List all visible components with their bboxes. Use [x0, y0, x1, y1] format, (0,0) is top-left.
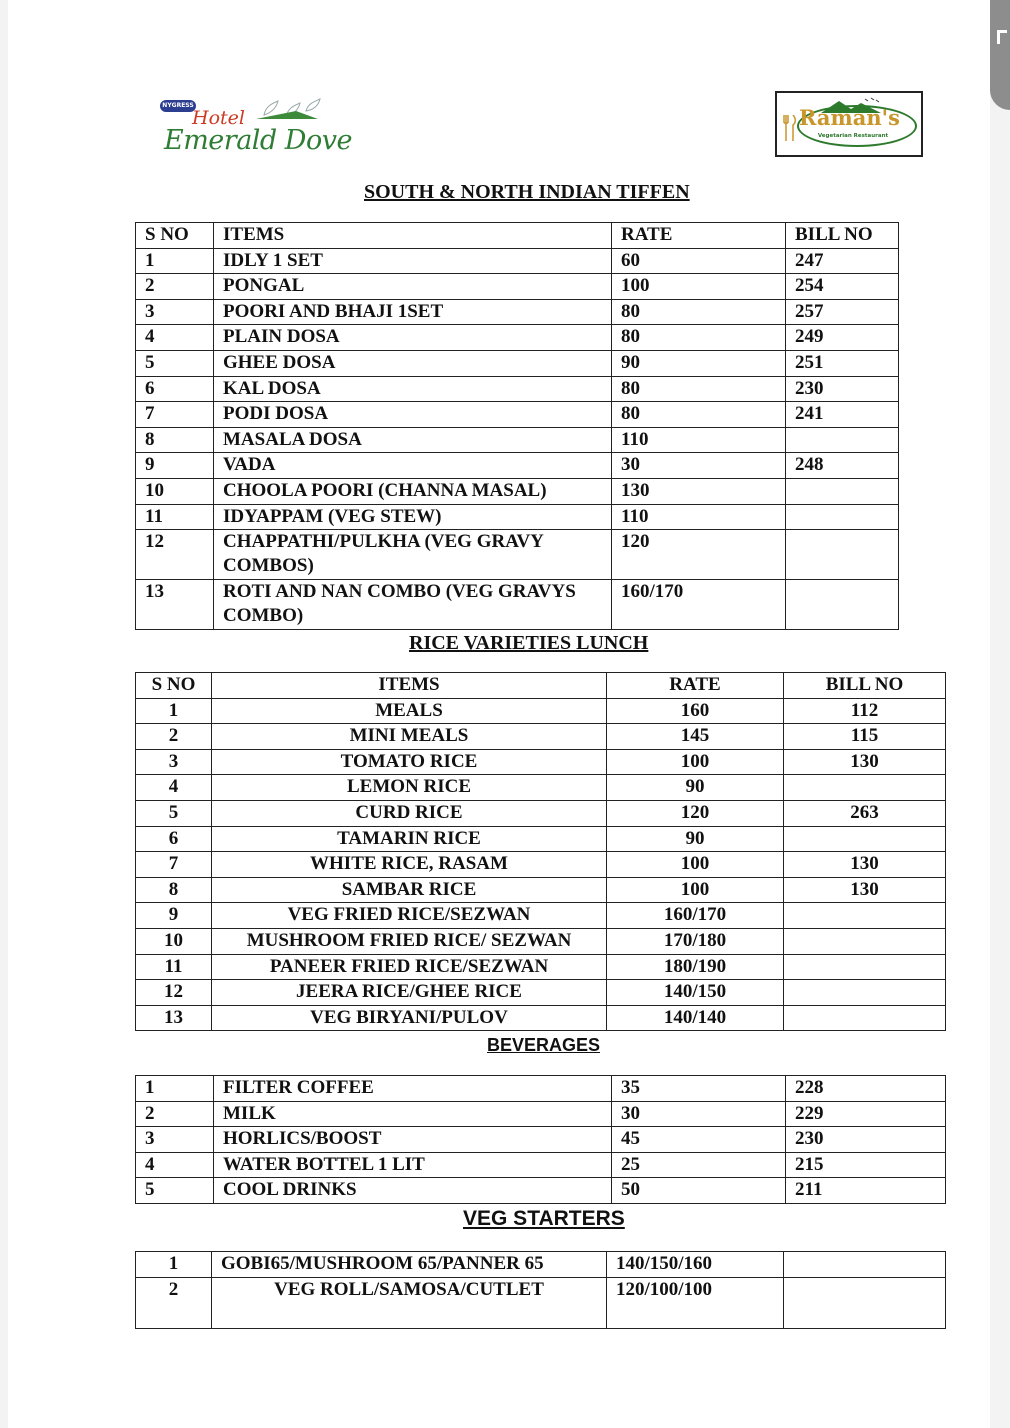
table-cell: PLAIN DOSA — [214, 325, 612, 351]
table-cell: 263 — [784, 800, 946, 826]
table-cell: 1 — [136, 1252, 212, 1278]
table-cell: 2 — [136, 724, 212, 750]
table-cell: VADA — [214, 453, 612, 479]
table-cell — [786, 504, 899, 530]
table-row — [136, 775, 946, 801]
table-cell: 5 — [136, 1178, 214, 1204]
table-cell: ITEMS — [212, 673, 607, 699]
table-row — [136, 980, 946, 1006]
table-cell: 145 — [607, 724, 784, 750]
table-cell: VEG ROLL/SAMOSA/CUTLET — [212, 1277, 607, 1328]
table-cell: 241 — [786, 402, 899, 428]
table-cell: 80 — [612, 376, 786, 402]
table-cell: RATE — [607, 673, 784, 699]
beverages-table — [135, 1075, 946, 1204]
table-cell — [784, 903, 946, 929]
table-cell: 2 — [136, 1101, 214, 1127]
table-cell: 100 — [612, 274, 786, 300]
table-cell: 130 — [784, 852, 946, 878]
table-cell: 10 — [136, 478, 214, 504]
table-cell: 7 — [136, 852, 212, 878]
brand-badge: NYGRESS — [160, 100, 196, 112]
table-row — [136, 376, 899, 402]
table-row — [136, 800, 946, 826]
table-cell: 25 — [612, 1152, 786, 1178]
table-cell: 60 — [612, 248, 786, 274]
table-cell: 160/170 — [607, 903, 784, 929]
table-cell: PODI DOSA — [214, 402, 612, 428]
table-cell: 140/150 — [607, 980, 784, 1006]
table-cell: 112 — [784, 698, 946, 724]
table-cell: 35 — [612, 1076, 786, 1102]
brand-hotel-text: Hotel — [192, 107, 245, 129]
table-cell: 3 — [136, 299, 214, 325]
ramans-subtitle: Vegetarian Restaurant — [817, 133, 889, 139]
table-row — [136, 826, 946, 852]
brand-name-text: Emerald Dove — [164, 125, 352, 156]
table-cell: 229 — [786, 1101, 946, 1127]
table-cell: 140/150/160 — [607, 1252, 784, 1278]
table-cell: 180/190 — [607, 954, 784, 980]
rice-table — [135, 672, 946, 1031]
table-cell: 100 — [607, 877, 784, 903]
table-cell: 170/180 — [607, 928, 784, 954]
table-cell: 7 — [136, 402, 214, 428]
table-row — [136, 852, 946, 878]
table-cell — [784, 1252, 946, 1278]
table-row — [136, 1277, 946, 1328]
table-cell: KAL DOSA — [214, 376, 612, 402]
table-cell — [784, 954, 946, 980]
menu-page — [8, 0, 990, 1428]
table-cell: 230 — [786, 376, 899, 402]
table-cell: MASALA DOSA — [214, 427, 612, 453]
table-cell: 4 — [136, 775, 212, 801]
table-cell: CHOOLA POORI (CHANNA MASAL) — [214, 478, 612, 504]
table-cell: 4 — [136, 1152, 214, 1178]
table-cell: 90 — [607, 826, 784, 852]
header-row — [136, 673, 946, 699]
table-cell — [786, 427, 899, 453]
table-cell: 1 — [136, 1076, 214, 1102]
table-row — [136, 402, 899, 428]
table-cell: LEMON RICE — [212, 775, 607, 801]
table-cell — [784, 980, 946, 1006]
table-cell: WATER BOTTEL 1 LIT — [214, 1152, 612, 1178]
table-cell: 3 — [136, 749, 212, 775]
table-cell: 110 — [612, 504, 786, 530]
table-cell: VEG BIRYANI/PULOV — [212, 1005, 607, 1031]
table-cell: 11 — [136, 954, 212, 980]
table-cell: 10 — [136, 928, 212, 954]
table-cell: 120 — [612, 530, 786, 580]
table-cell: COOL DRINKS — [214, 1178, 612, 1204]
table-cell: 4 — [136, 325, 214, 351]
beverages-heading: BEVERAGES — [487, 1035, 601, 1055]
table-cell: 257 — [786, 299, 899, 325]
table-cell: 2 — [136, 1277, 212, 1328]
table-cell: 247 — [786, 248, 899, 274]
table-row — [136, 427, 899, 453]
table-cell: 90 — [607, 775, 784, 801]
table-row — [136, 478, 899, 504]
table-row — [136, 698, 946, 724]
table-cell: IDLY 1 SET — [214, 248, 612, 274]
table-cell: SAMBAR RICE — [212, 877, 607, 903]
table-row — [136, 1178, 946, 1204]
table-row — [136, 453, 899, 479]
table-cell: ITEMS — [214, 223, 612, 249]
table-cell: BILL NO — [786, 223, 899, 249]
table-row — [136, 749, 946, 775]
table-cell: 9 — [136, 453, 214, 479]
table-cell: 8 — [136, 877, 212, 903]
table-cell: 1 — [136, 698, 212, 724]
table-cell: 6 — [136, 826, 212, 852]
table-row — [136, 877, 946, 903]
table-cell — [784, 928, 946, 954]
table-cell: 5 — [136, 350, 214, 376]
table-cell: JEERA RICE/GHEE RICE — [212, 980, 607, 1006]
table-cell: 45 — [612, 1127, 786, 1153]
table-cell: MEALS — [212, 698, 607, 724]
table-cell: POORI AND BHAJI 1SET — [214, 299, 612, 325]
table-cell: ROTI AND NAN COMBO (VEG GRAVYS COMBO) — [214, 580, 612, 630]
table-cell: PANEER FRIED RICE/SEZWAN — [212, 954, 607, 980]
table-cell: HORLICS/BOOST — [214, 1127, 612, 1153]
table-cell: 160 — [607, 698, 784, 724]
table-cell: 9 — [136, 903, 212, 929]
table-row — [136, 580, 899, 630]
table-cell: 13 — [136, 580, 214, 630]
table-row — [136, 1127, 946, 1153]
table-cell: MINI MEALS — [212, 724, 607, 750]
table-cell: GOBI65/MUSHROOM 65/PANNER 65 — [212, 1252, 607, 1278]
table-cell: 254 — [786, 274, 899, 300]
table-row — [136, 724, 946, 750]
table-cell: VEG FRIED RICE/SEZWAN — [212, 903, 607, 929]
table-row — [136, 1076, 946, 1102]
table-cell: WHITE RICE, RASAM — [212, 852, 607, 878]
hotel-emerald-dove-logo — [158, 95, 358, 165]
table-cell: S NO — [136, 673, 212, 699]
table-cell: PONGAL — [214, 274, 612, 300]
table-cell: FILTER COFFEE — [214, 1076, 612, 1102]
table-row — [136, 248, 899, 274]
table-cell: 3 — [136, 1127, 214, 1153]
table-cell: 11 — [136, 504, 214, 530]
table-cell: 115 — [784, 724, 946, 750]
table-cell: 110 — [612, 427, 786, 453]
header-row — [136, 223, 899, 249]
starters-table — [135, 1251, 946, 1329]
table-cell: 1 — [136, 248, 214, 274]
table-cell: 230 — [786, 1127, 946, 1153]
table-cell: 2 — [136, 274, 214, 300]
table-cell: 100 — [607, 749, 784, 775]
table-cell: GHEE DOSA — [214, 350, 612, 376]
table-cell: BILL NO — [784, 673, 946, 699]
tiffen-heading: SOUTH & NORTH INDIAN TIFFEN — [364, 181, 690, 203]
table-cell: 248 — [786, 453, 899, 479]
table-cell: 50 — [612, 1178, 786, 1204]
table-cell: 211 — [786, 1178, 946, 1204]
table-cell: IDYAPPAM (VEG STEW) — [214, 504, 612, 530]
ramans-name: Raman's — [799, 105, 900, 130]
table-cell: 5 — [136, 800, 212, 826]
table-cell: 251 — [786, 350, 899, 376]
table-row — [136, 1101, 946, 1127]
leaves-icon — [256, 97, 326, 119]
table-cell: 130 — [612, 478, 786, 504]
tiffen-table — [135, 222, 899, 630]
table-cell: 12 — [136, 530, 214, 580]
table-cell — [786, 530, 899, 580]
table-cell: S NO — [136, 223, 214, 249]
table-cell: 80 — [612, 402, 786, 428]
ramans-logo — [775, 91, 923, 157]
table-row — [136, 325, 899, 351]
table-row — [136, 530, 899, 580]
table-cell: 120/100/100 — [607, 1277, 784, 1328]
starters-heading: VEG STARTERS — [463, 1207, 625, 1230]
table-row — [136, 274, 899, 300]
fork-spoon-icon — [783, 115, 797, 141]
table-cell: MUSHROOM FRIED RICE/ SEZWAN — [212, 928, 607, 954]
table-cell: 130 — [784, 749, 946, 775]
table-row — [136, 903, 946, 929]
table-row — [136, 504, 899, 530]
table-row — [136, 954, 946, 980]
table-cell: 140/140 — [607, 1005, 784, 1031]
table-cell — [786, 478, 899, 504]
table-cell: MILK — [214, 1101, 612, 1127]
table-cell: 90 — [612, 350, 786, 376]
table-cell: 6 — [136, 376, 214, 402]
table-cell: 12 — [136, 980, 212, 1006]
table-cell: 160/170 — [612, 580, 786, 630]
table-cell: 80 — [612, 299, 786, 325]
table-cell: 249 — [786, 325, 899, 351]
table-row — [136, 1005, 946, 1031]
scroll-handle[interactable] — [990, 0, 1010, 110]
table-cell: TOMATO RICE — [212, 749, 607, 775]
table-cell: 30 — [612, 453, 786, 479]
table-row — [136, 350, 899, 376]
table-cell: CHAPPATHI/PULKHA (VEG GRAVY COMBOS) — [214, 530, 612, 580]
table-cell — [784, 1277, 946, 1328]
table-cell: 30 — [612, 1101, 786, 1127]
table-cell: RATE — [612, 223, 786, 249]
table-cell: 80 — [612, 325, 786, 351]
table-cell — [784, 775, 946, 801]
table-cell: 100 — [607, 852, 784, 878]
table-row — [136, 299, 899, 325]
table-cell: 228 — [786, 1076, 946, 1102]
table-cell: TAMARIN RICE — [212, 826, 607, 852]
table-cell: 13 — [136, 1005, 212, 1031]
rice-heading: RICE VARIETIES LUNCH — [409, 632, 649, 654]
table-cell: CURD RICE — [212, 800, 607, 826]
table-row — [136, 1252, 946, 1278]
table-cell — [784, 826, 946, 852]
table-row — [136, 1152, 946, 1178]
table-cell — [784, 1005, 946, 1031]
table-cell: 8 — [136, 427, 214, 453]
table-row — [136, 928, 946, 954]
table-cell — [786, 580, 899, 630]
table-cell: 120 — [607, 800, 784, 826]
table-cell: 215 — [786, 1152, 946, 1178]
table-cell: 130 — [784, 877, 946, 903]
